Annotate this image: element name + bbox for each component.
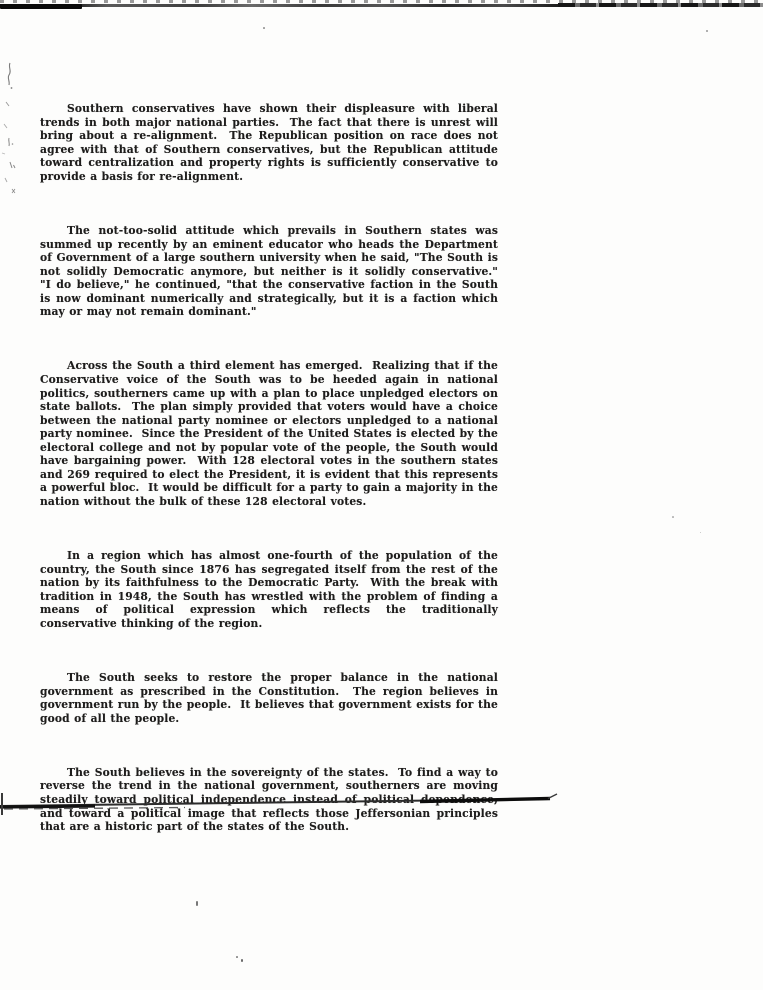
- scan-speck-artifact: [196, 901, 198, 906]
- paragraph-4: In a region which has almost one-fourth of the population of the country, the South since 1876 has segregated itself from the rest of the nation by its faithfulness to the Democratic Party. With the break with tradition in 1948, the South has wrestled with the problem of finding a means of political expression which reflects the traditionally conservative thinking of the region.: [40, 549, 503, 630]
- paragraph-6: The South believes in the sovereignty of the states. To find a way to reverse the trend in the national government, southerners are moving steadily toward political independence instead of political dependence, and toward a political image that reflects those Jeffersonian principles that are a historic part of the states of the South.: [40, 765, 503, 834]
- paragraph-5: The South seeks to restore the proper balance in the national government as prescribed in the Constitution. The region believes in government run by the people. It believes that government exists for the good of all the people.: [40, 671, 503, 725]
- scan-speck-artifact: [700, 532, 701, 533]
- scan-speck-artifact: [706, 30, 708, 32]
- scan-top-streak-left-artifact: [0, 4, 82, 9]
- scan-top-streak-right-artifact: [558, 3, 763, 7]
- scan-margin-marks-artifact: [0, 58, 24, 203]
- scan-bottom-edge-artifact: [0, 785, 763, 830]
- document-body: [40, 75, 507, 874]
- scan-speck-artifact: [263, 27, 265, 29]
- paragraph-3: Across the South a third element has emerged. Realizing that if the Conservative voice of the South was to be heeded again in national politics, southerners came up with a plan to place unpledged electors on state ballots. The plan simply provided that voters would have a choice between the national party nominee or electors unpledged to a national party nominee. Since the President of the United States is elected by the electoral college and not by popular vote of the people, the South would have bargaining power. With 128 electoral votes in the southern states and 269 required to elect the President, it is evident that this represents a powerful bloc. It would be difficult for a party to gain a majority in the nation without the bulk of these 128 electoral votes.: [40, 359, 503, 508]
- paragraph-1: Southern conservatives have shown their displeasure with liberal trends in both major national parties. The fact that there is unrest will bring about a re-alignment. The Republican position on race does not agree with that of Southern conservatives, but the Republican attitude toward centralization and property rights is sufficiently conservative to provide a basis for re-alignment.: [40, 102, 503, 183]
- scan-speck-artifact: [236, 956, 238, 958]
- scan-speck-artifact: [672, 516, 674, 518]
- paragraph-2: The not-too-solid attitude which prevails in Southern states was summed up recently by an eminent educator who heads the Department of Government of a large southern university when he said, "The South is not solidly Democratic anymore, but neither is it solidly conservative." "I do believe," he continued, "that the conservative faction in the South is now dominant numerically and strategically, but it is a faction which may or may not remain dominant.": [40, 224, 507, 319]
- scan-speck-artifact: [241, 959, 243, 962]
